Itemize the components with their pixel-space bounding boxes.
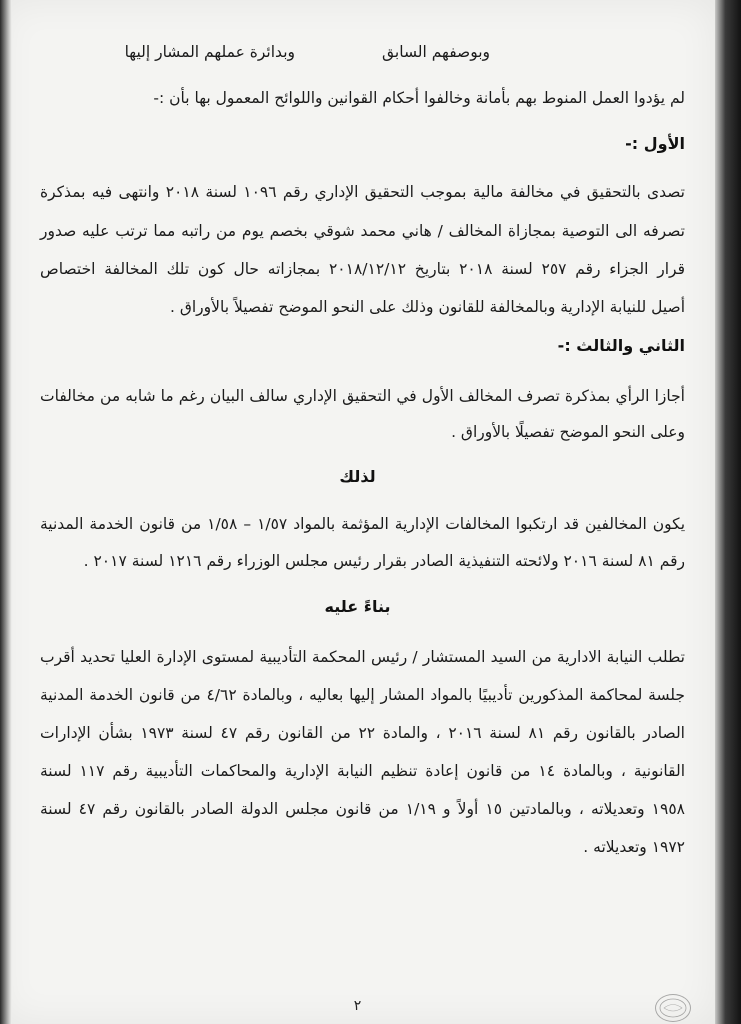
stamp-seal-icon — [655, 994, 691, 1022]
heading-second-third: الثاني والثالث :- — [557, 336, 685, 355]
heading-first: الأول :- — [625, 134, 685, 153]
based-line-6: ١٩٧٢ وتعديلاته . — [583, 838, 685, 856]
second-third-line-1: أجازا الرأي بمذكرة تصرف المخالف الأول في التحقيق الإداري سالف البيان رغم ما شابه من مخالفات — [40, 387, 685, 405]
header-previous-capacity: وبوصفهم السابق — [381, 43, 490, 61]
heading-therefore: لذلك — [339, 467, 376, 486]
second-third-line-2: وعلى النحو الموضح تفصيلًا بالأوراق . — [451, 423, 685, 441]
page-number: ٢ — [353, 998, 362, 1014]
based-line-4: القانونية ، وبالمادة ١٤ من قانون إعادة تنظيم النيابة الإدارية والمحاكمات التأديبية رقم ١١٧ لسنة — [40, 762, 686, 780]
heading-based-on: بناءً عليه — [324, 597, 391, 616]
therefore-line-2: رقم ٨١ لسنة ٢٠١٦ ولائحته التنفيذية الصادر بقرار رئيس مجلس الوزراء رقم ١٢١٦ لسنة ٢٠١٧ . — [83, 552, 685, 570]
intro-line: لم يؤدوا العمل المنوط بهم بأمانة وخالفوا أحكام القوانين واللوائح المعمول بها بأن :- — [153, 89, 685, 107]
based-line-3: الصادر بالقانون رقم ٨١ لسنة ٢٠١٦ ، والمادة ٢٢ من القانون رقم ٤٧ لسنة ١٩٧٣ بشأن الإدارات — [40, 724, 685, 742]
header-work-circle: وبدائرة عملهم المشار إليها — [124, 43, 295, 61]
based-line-2: جلسة لمحاكمة المذكورين تأديبيًا بالمواد المشار إليها بعاليه ، وبالمادة ٤/٦٢ من قانون الخدمة المدنية — [40, 686, 686, 704]
first-line-3: قرار الجزاء رقم ٢٥٧ لسنة ٢٠١٨ بتاريخ ٢٠١٨/١٢/١٢ بمجازاته حال كون تلك المخالفة اختصاص — [40, 260, 685, 278]
based-line-1: تطلب النيابة الادارية من السيد المستشار / رئيس المحكمة التأديبية لمستوى الإدارة العليا تحديد أقرب — [40, 648, 685, 666]
therefore-line-1: يكون المخالفين قد ارتكبوا المخالفات الإدارية المؤثمة بالمواد ١/٥٧ – ١/٥٨ من قانون الخدمة المدنية — [40, 515, 686, 533]
first-line-2: تصرفه الى التوصية بمجازاة المخالف / هاني محمد شوقي بخصم يوم من راتبه مما ترتب عليه صدور — [40, 222, 685, 240]
scan-right-edge — [715, 0, 741, 1024]
first-line-4: أصيل للنيابة الإدارية وبالمخالفة للقانون وذلك على النحو الموضح تفصيلاً بالأوراق . — [169, 298, 685, 316]
based-line-5: ١٩٥٨ وتعديلاته ، وبالمادتين ١٥ أولاً و ١/١٩ من قانون مجلس الدولة الصادر بالقانون رقم ٤٧ لسنة — [40, 800, 685, 818]
first-line-1: تصدى بالتحقيق في مخالفة مالية بموجب التحقيق الإداري رقم ١٠٩٦ لسنة ٢٠١٨ وانتهى فيه بمذكرة — [40, 183, 685, 201]
scan-left-edge — [0, 0, 12, 1024]
